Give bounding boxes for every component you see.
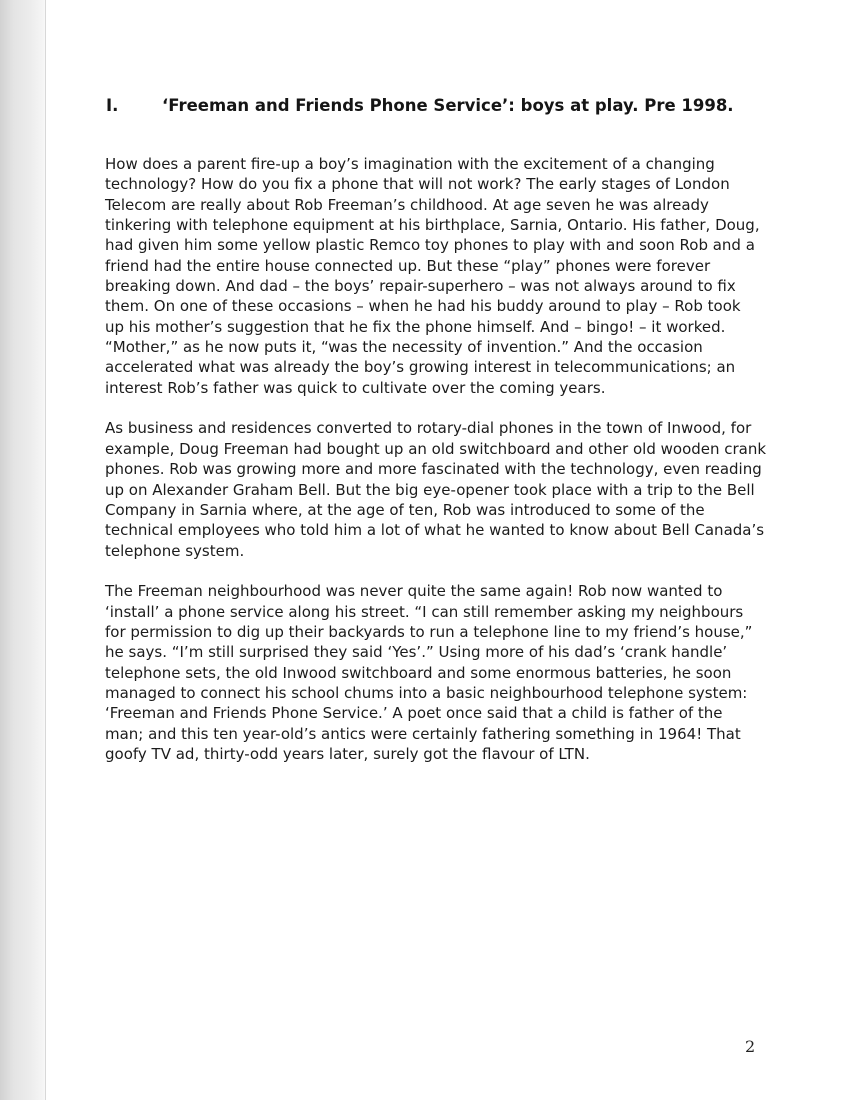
- body-text: [105, 154, 765, 785]
- page-number: 2: [745, 1037, 756, 1056]
- paragraph-line: up his mother’s suggestion that he fix the phone himself. And – bingo! – it worked.: [105, 317, 726, 336]
- section-number: I.: [106, 96, 119, 115]
- paragraph-line: Company in Sarnia where, at the age of ten, Rob was introduced to some of the: [105, 500, 705, 519]
- paragraph-line: As business and residences converted to rotary-dial phones in the town of Inwood, for: [105, 419, 752, 438]
- paragraph-line: interest Rob’s father was quick to cultivate over the coming years.: [105, 378, 606, 397]
- paragraph-line: technology? How do you fix a phone that will not work? The early stages of London: [105, 175, 730, 194]
- section-title: ‘Freeman and Friends Phone Service’: boys at play. Pre 1998.: [162, 96, 734, 115]
- paragraph-line: How does a parent fire-up a boy’s imagination with the excitement of a changing: [105, 155, 715, 173]
- paragraph-line: goofy TV ad, thirty-odd years later, surely got the flavour of LTN.: [105, 744, 590, 763]
- paragraph-line: telephone sets, the old Inwood switchboard and some enormous batteries, he soon: [105, 663, 732, 682]
- paragraph-line: tinkering with telephone equipment at his birthplace, Sarnia, Ontario. His father, Doug,: [105, 216, 760, 235]
- paragraph-line: technical employees who told him a lot of what he wanted to know about Bell Canada’s: [105, 521, 765, 540]
- paragraph-line: ‘Freeman and Friends Phone Service.’ A poet once said that a child is father of the: [105, 704, 723, 723]
- scan-binding-shadow: [0, 0, 46, 1100]
- paragraph-line: them. On one of these occasions – when he had his buddy around to play – Rob took: [105, 297, 741, 316]
- paragraph-line: accelerated what was already the boy’s growing interest in telecommunications; an: [105, 358, 736, 377]
- paragraph: [105, 418, 765, 560]
- paragraph-line: breaking down. And dad – the boys’ repair-superhero – was not always around to fix: [105, 277, 736, 296]
- section-heading: [106, 96, 734, 115]
- paragraph-line: telephone system.: [105, 541, 245, 560]
- paragraph-line: example, Doug Freeman had bought up an old switchboard and other old wooden crank: [105, 439, 767, 458]
- paragraph-line: had given him some yellow plastic Remco toy phones to play with and soon Rob and a: [105, 236, 755, 255]
- paragraph-line: phones. Rob was growing more and more fascinated with the technology, even reading: [105, 460, 762, 479]
- paragraph-line: he says. “I’m still surprised they said ‘Yes’.” Using more of his dad’s ‘crank handle’: [105, 643, 728, 662]
- paragraph-line: The Freeman neighbourhood was never quite the same again! Rob now wanted to: [105, 582, 723, 601]
- paragraph-line: managed to connect his school chums into a basic neighbourhood telephone system:: [105, 683, 748, 702]
- paragraph-line: friend had the entire house connected up. But these “play” phones were forever: [105, 256, 711, 275]
- scan-page-edge: [45, 0, 46, 1100]
- paragraph-line: man; and this ten year-old’s antics were certainly fathering something in 1964! That: [105, 724, 741, 743]
- paragraph-line: “Mother,” as he now puts it, “was the necessity of invention.” And the occasion: [105, 338, 703, 357]
- paragraph-line: Telecom are really about Rob Freeman’s childhood. At age seven he was already: [105, 195, 709, 214]
- paragraph-line: up on Alexander Graham Bell. But the big eye-opener took place with a trip to the Bell: [105, 480, 755, 499]
- paragraph: [105, 154, 765, 398]
- paragraph-line: for permission to dig up their backyards to run a telephone line to my friend’s house,”: [105, 622, 753, 641]
- paragraph: [105, 581, 765, 764]
- paragraph-line: ‘install’ a phone service along his street. “I can still remember asking my neighbours: [105, 602, 744, 621]
